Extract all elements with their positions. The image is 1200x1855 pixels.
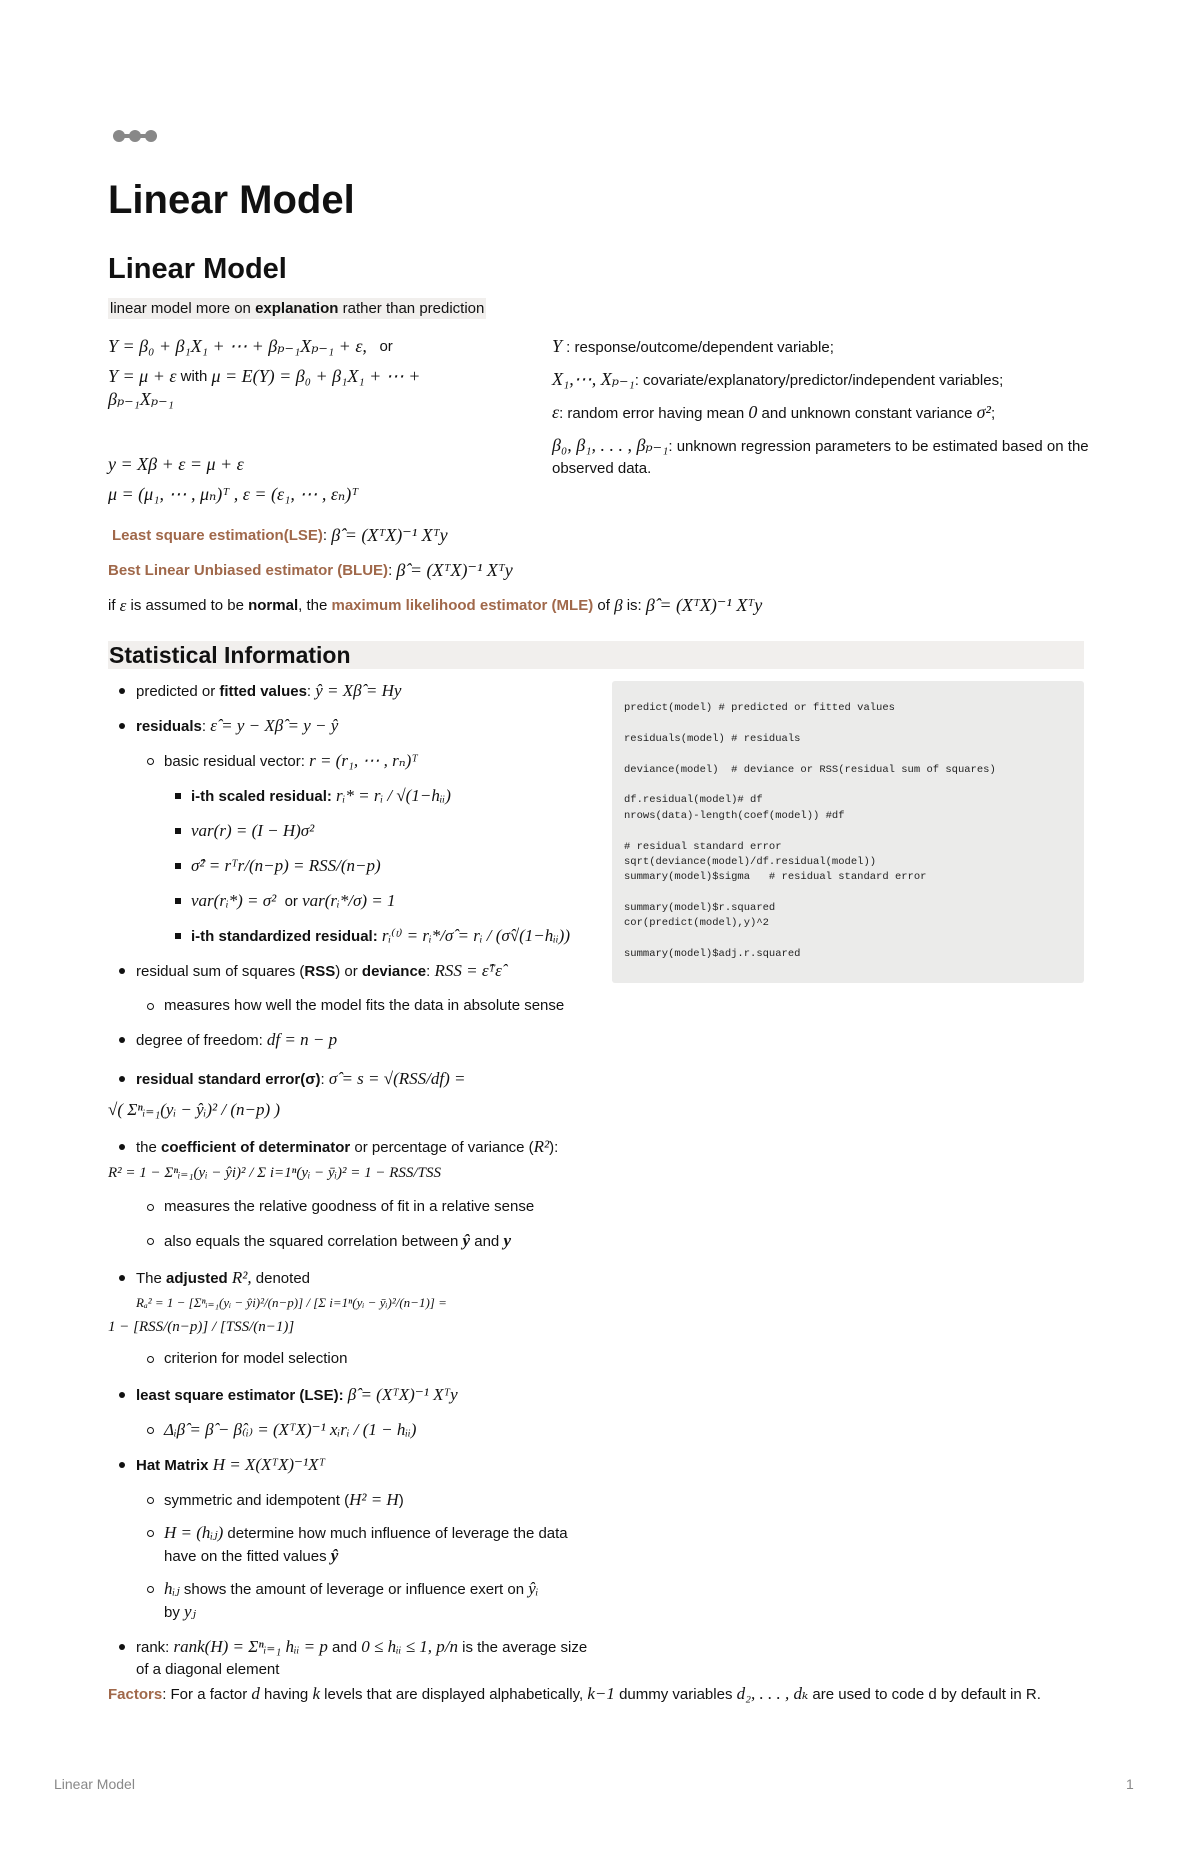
list-item: Δᵢβ̂ = β̂ − β̂₍ᵢ₎ = (XᵀX)⁻¹ xᵢrᵢ / (1 − hᵢᵢ) <box>108 1419 598 1442</box>
code-line: residuals(model) # residuals <box>624 732 801 745</box>
list-item: measures the relative goodness of fit in a relative sense <box>108 1196 598 1218</box>
code-line: # residual standard error <box>624 840 782 853</box>
definition-y: Y : response/outcome/dependent variable; <box>552 336 834 356</box>
code-line: summary(model)$r.squared <box>624 902 776 915</box>
blue-line: Best Linear Unbiased estimator (BLUE): β̂ = (XᵀX)⁻¹ Xᵀy <box>108 560 513 580</box>
factors-paragraph: Factors: For a factor d having k levels that are displayed alphabetically, k−1 dummy variables d₂, . . . , dₖ are used to code d by default in R. <box>108 1684 1041 1703</box>
model-equation-2: Y = μ + ε with μ = E(Y) = β₀ + β₁X₁ + ⋯ + βₚ₋₁Xₚ₋₁ <box>108 366 421 409</box>
list-item: also equals the squared correlation between ŷ and y <box>108 1230 598 1253</box>
code-line <box>624 716 1072 731</box>
code-line: cor(predict(model),y)^2 <box>624 917 769 930</box>
list-item: predicted or fitted values: ŷ = Xβ̂ = Hy <box>108 680 598 703</box>
list-item: residual standard error(σ): σ̂ = s = √(RSS/df) = √( Σⁿᵢ₌₁(yᵢ − ŷᵢ)² / (n−p) ) <box>108 1069 466 1119</box>
code-line <box>624 886 1072 901</box>
list-item: residuals: ε̂ = y − Xβ̂ = y − ŷ <box>108 715 598 738</box>
section-heading-linear-model: Linear Model <box>108 253 287 285</box>
list-item: H = (hᵢⱼ) determine how much influence of leverage the data have on the fitted values ŷ <box>108 1522 598 1568</box>
list-item: var(rᵢ*) = σ² or var(rᵢ*/σ) = 1 <box>108 890 598 913</box>
definition-x: X₁,⋯, Xₚ₋₁: covariate/explanatory/predictor/independent variables; <box>552 369 1004 389</box>
mle-label: maximum likelihood estimator (MLE) <box>331 597 594 614</box>
list-item: The adjusted R², denoted Rₐ² = 1 − [Σⁿᵢ₌₁(yᵢ − ŷi)²/(n−p)] / [Σ i=1ⁿ(yᵢ − ȳᵢ)²/(n−1)] = 1 − [RSS/(n−p)] / [TSS/(n−1)] <box>108 1268 447 1335</box>
code-line <box>624 778 1072 793</box>
list-item: hᵢⱼ shows the amount of leverage or influence exert on ŷᵢ by yⱼ <box>108 1578 598 1624</box>
code-line: summary(model)$sigma # residual standard error <box>624 871 927 884</box>
list-item: the coefficient of determinator or percentage of variance (R²): R² = 1 − Σⁿᵢ₌₁(yᵢ − ŷi)² / Σ i=1ⁿ(yᵢ − ȳᵢ)² = 1 − RSS/TSS <box>108 1137 559 1181</box>
code-line: nrows(data)-length(coef(model)) #df <box>624 809 845 822</box>
list-item: symmetric and idempotent (H² = H) <box>108 1489 598 1512</box>
model-equation-1: Y = β₀ + β₁X₁ + ⋯ + βₚ₋₁Xₚ₋₁ + ε, or <box>108 336 393 356</box>
code-line: summary(model)$adj.r.squared <box>624 948 801 961</box>
factors-label: Factors <box>108 1686 163 1703</box>
list-item: measures how well the model fits the data in absolute sense <box>108 995 598 1017</box>
code-line: predict(model) # predicted or fitted values <box>624 702 895 714</box>
list-item: i-th scaled residual: rᵢ* = rᵢ / √(1−hᵢᵢ) <box>108 785 598 808</box>
model-equation-3: y = Xβ + ε = μ + ε <box>108 454 244 474</box>
list-item: σ̂² = rᵀr/(n−p) = RSS/(n−p) <box>108 855 598 878</box>
mle-line: if ε is assumed to be normal, the maximum likelihood estimator (MLE) of β is: β̂ = (XᵀX)⁻¹ Xᵀy <box>108 595 763 615</box>
list-item: degree of freedom: df = n − p <box>108 1029 598 1052</box>
model-equation-4: μ = (μ₁, ⋯ , μₙ)ᵀ , ε = (ε₁, ⋯ , εₙ)ᵀ <box>108 484 359 504</box>
code-line <box>624 747 1072 762</box>
list-item: i-th standardized residual: rᵢ⁽ᵗ⁾ = rᵢ*/σ̂ = rᵢ / (σ̂√(1−hᵢᵢ)) <box>108 925 598 948</box>
blue-label: Best Linear Unbiased estimator (BLUE) <box>108 562 389 579</box>
list-item: rank: rank(H) = Σⁿᵢ₌₁ hᵢᵢ = p and 0 ≤ hᵢᵢ ≤ 1, p/n is the average size of a diagonal element <box>108 1636 598 1681</box>
list-item: Hat Matrix H = X(XᵀX)⁻¹Xᵀ <box>108 1454 598 1477</box>
code-line: sqrt(deviance(model)/df.residual(model)) <box>624 855 877 868</box>
r-code-block <box>612 681 1084 983</box>
statistical-information-list <box>108 680 598 1681</box>
list-item: criterion for model selection <box>108 1348 598 1370</box>
list-item: basic residual vector: r = (r₁, ⋯ , rₙ)ᵀ <box>108 750 598 773</box>
list-item: residual sum of squares (RSS) or deviance: RSS = ε̂ᵀε̂ <box>108 960 598 983</box>
definition-beta: β₀, β₁, . . . , βₚ₋₁: unknown regression parameters to be estimated based on the observed data. <box>552 435 1089 477</box>
definition-epsilon: ε: random error having mean 0 and unknown constant variance σ²; <box>552 402 996 422</box>
page-number: 1 <box>1126 1776 1134 1792</box>
footer-title: Linear Model <box>54 1776 135 1792</box>
lse-label: Least square estimation(LSE) <box>112 527 323 544</box>
code-line: deviance(model) # deviance or RSS(residual sum of squares) <box>624 763 996 776</box>
intro-text: linear model more on explanation rather than prediction <box>110 300 485 317</box>
list-item: least square estimator (LSE): β̂ = (XᵀX)⁻¹ Xᵀy <box>108 1384 598 1407</box>
lse-line: Least square estimation(LSE): β̂ = (XᵀX)⁻¹ Xᵀy <box>112 525 448 545</box>
page-title: Linear Model <box>108 178 355 222</box>
code-line <box>624 824 1072 839</box>
section-heading-statistical-information: Statistical Information <box>108 641 1084 669</box>
variable-definitions <box>552 335 1092 489</box>
code-line: df.residual(model)# df <box>624 794 763 807</box>
code-line <box>624 932 1072 947</box>
intro-bold: explanation <box>255 300 339 317</box>
three-dots-logo-icon <box>111 128 161 144</box>
list-item: var(r) = (I − H)σ² <box>108 820 598 843</box>
